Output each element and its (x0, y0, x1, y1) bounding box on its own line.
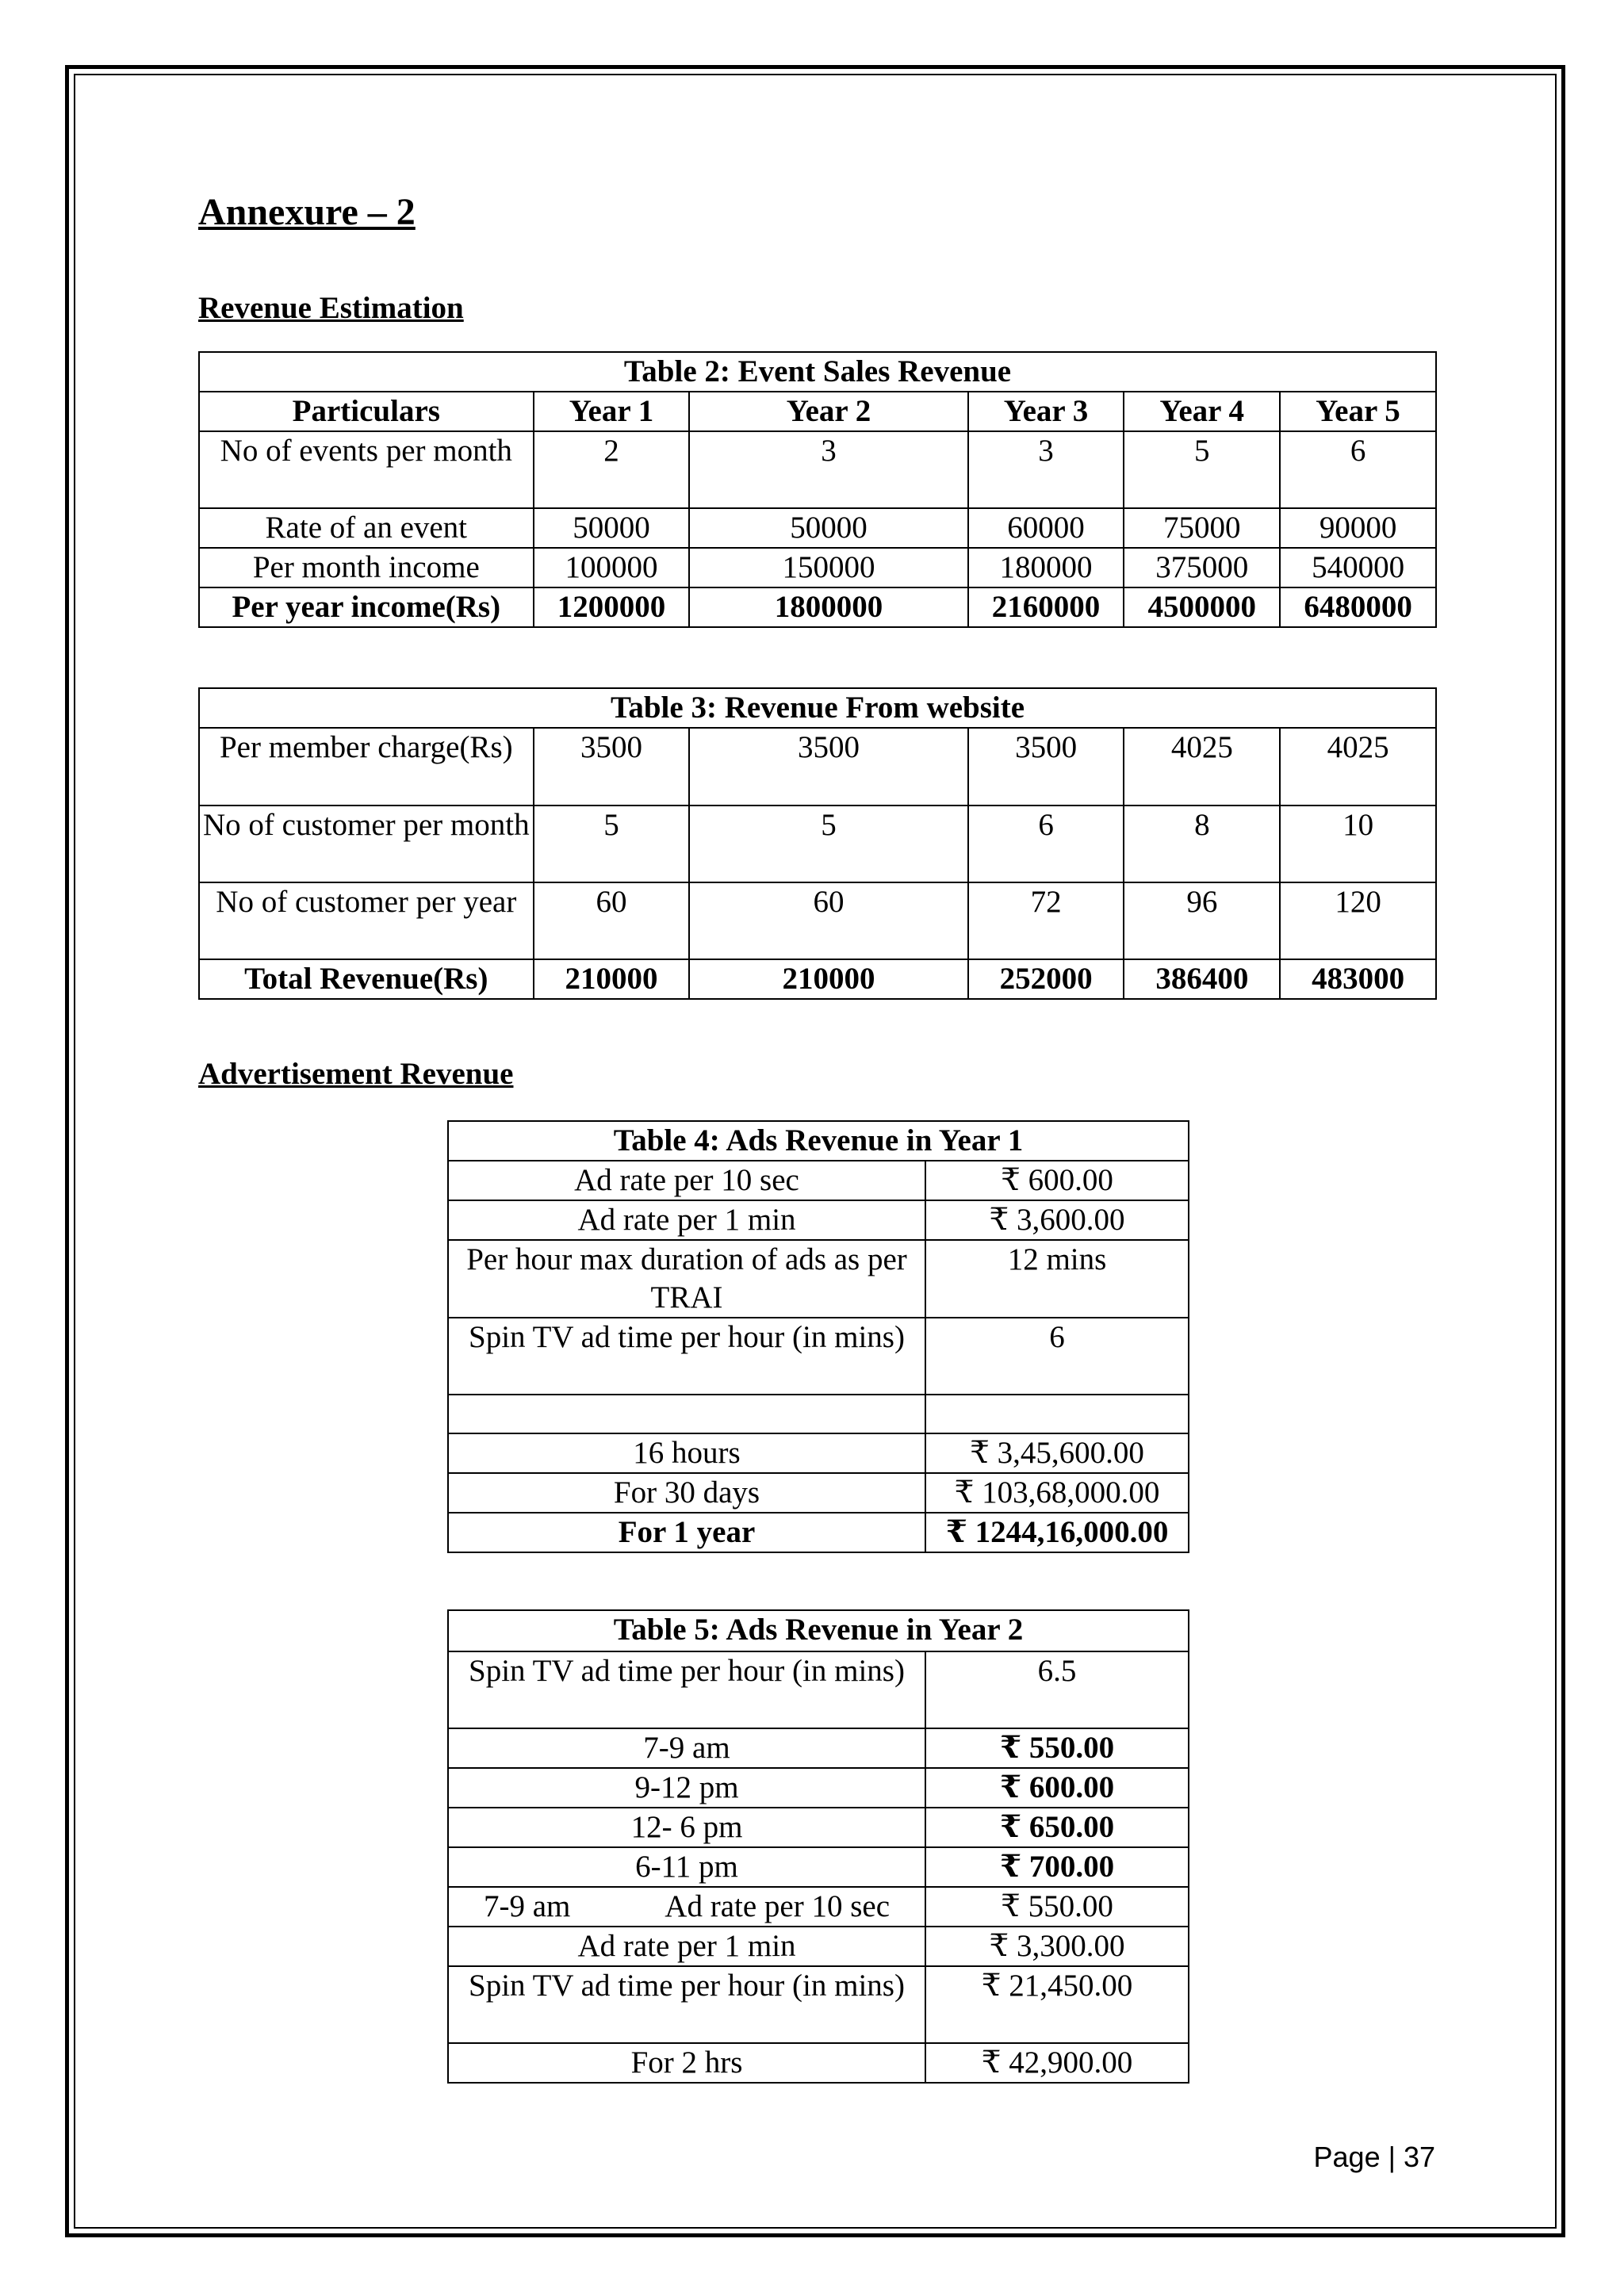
table-cell: 5 (689, 806, 967, 882)
row-label: Rate of an event (199, 508, 534, 548)
column-header: Year 1 (534, 392, 690, 431)
table-cell: 5 (1124, 431, 1280, 508)
row-label: For 1 year (448, 1513, 925, 1552)
row-label: Total Revenue(Rs) (199, 959, 534, 999)
table-cell: 3 (689, 431, 967, 508)
table-cell: 60 (534, 882, 690, 959)
column-header: Year 2 (689, 392, 967, 431)
row-label: No of events per month (199, 431, 534, 508)
table-cell: 6480000 (1280, 587, 1436, 627)
advertisement-revenue-heading: Advertisement Revenue (198, 1057, 514, 1091)
table-cell: 252000 (968, 959, 1124, 999)
table-row (448, 1161, 1189, 1200)
table-cell: 386400 (1124, 959, 1280, 999)
table-cell: ₹ 700.00 (925, 1847, 1189, 1887)
table-row (199, 806, 1436, 882)
row-label: 12- 6 pm (448, 1808, 925, 1847)
row-label (448, 1395, 925, 1433)
table-row (448, 2043, 1189, 2083)
table-cell: 3500 (689, 728, 967, 806)
table-cell: 60 (689, 882, 967, 959)
row-label: For 2 hrs (448, 2043, 925, 2083)
table-cell: 1800000 (689, 587, 967, 627)
table-cell: 6.5 (925, 1651, 1189, 1728)
table-row (448, 1433, 1189, 1473)
table-cell: 50000 (534, 508, 690, 548)
table-cell: 2 (534, 431, 690, 508)
table-cell: 3 (968, 431, 1124, 508)
table-row (448, 1395, 1189, 1433)
table-cell: 12 mins (925, 1240, 1189, 1318)
table-cell: 3500 (534, 728, 690, 806)
column-header: Particulars (199, 392, 534, 431)
table-row (448, 1473, 1189, 1513)
table-cell: ₹ 600.00 (925, 1161, 1189, 1200)
row-label: Spin TV ad time per hour (in mins) (448, 1966, 925, 2043)
event-sales-revenue-table (198, 351, 1437, 628)
table-cell: 1200000 (534, 587, 690, 627)
table-cell: 210000 (689, 959, 967, 999)
table-row (448, 1318, 1189, 1395)
table-cell (925, 1395, 1189, 1433)
table-row (448, 1768, 1189, 1808)
table-cell: 96 (1124, 882, 1280, 959)
table-row (199, 728, 1436, 806)
table-cell: 100000 (534, 548, 690, 587)
table-caption: Table 5: Ads Revenue in Year 2 (448, 1610, 1189, 1651)
table-row (448, 1651, 1189, 1728)
table-cell: 375000 (1124, 548, 1280, 587)
table-cell: ₹ 3,600.00 (925, 1200, 1189, 1240)
table-row (448, 1808, 1189, 1847)
table-cell: ₹ 21,450.00 (925, 1966, 1189, 2043)
table-cell: 483000 (1280, 959, 1436, 999)
table-total-row (199, 587, 1436, 627)
table-cell: 8 (1124, 806, 1280, 882)
table-cell: ₹ 600.00 (925, 1768, 1189, 1808)
table-row (199, 882, 1436, 959)
table-row (448, 1966, 1189, 2043)
table-cell: ₹ 103,68,000.00 (925, 1473, 1189, 1513)
table-cell: 4025 (1124, 728, 1280, 806)
table-cell: ₹ 3,300.00 (925, 1927, 1189, 1966)
table-caption: Table 4: Ads Revenue in Year 1 (448, 1121, 1189, 1161)
table-cell: 2160000 (968, 587, 1124, 627)
table-row (448, 1847, 1189, 1887)
table-cell: 5 (534, 806, 690, 882)
column-header: Year 5 (1280, 392, 1436, 431)
table-cell: 6 (925, 1318, 1189, 1395)
table-cell: 50000 (689, 508, 967, 548)
table-cell: ₹ 42,900.00 (925, 2043, 1189, 2083)
row-label: Ad rate per 1 min (448, 1200, 925, 1240)
row-label: Ad rate per 1 min (448, 1927, 925, 1966)
table-cell: 540000 (1280, 548, 1436, 587)
table-row (448, 1240, 1189, 1318)
website-revenue-table (198, 687, 1437, 1000)
table-cell: ₹ 650.00 (925, 1808, 1189, 1847)
row-label: Spin TV ad time per hour (in mins) (448, 1651, 925, 1728)
table-cell: ₹ 550.00 (925, 1728, 1189, 1768)
page-number: Page | 37 (1313, 2141, 1435, 2173)
row-label: Per hour max duration of ads as per TRAI (448, 1240, 925, 1318)
table-row (199, 548, 1436, 587)
row-label: No of customer per month (199, 806, 534, 882)
annexure-heading: Annexure – 2 (198, 191, 416, 233)
table-cell: 4500000 (1124, 587, 1280, 627)
table-cell: 3500 (968, 728, 1124, 806)
table-cell: 120 (1280, 882, 1436, 959)
rate-label: Ad rate per 10 sec (665, 1889, 890, 1923)
row-label: Spin TV ad time per hour (in mins) (448, 1318, 925, 1395)
row-label: Per member charge(Rs) (199, 728, 534, 806)
row-label: 6-11 pm (448, 1847, 925, 1887)
table-cell: ₹ 1244,16,000.00 (925, 1513, 1189, 1552)
row-label: 7-9 am (448, 1728, 925, 1768)
table-cell: 10 (1280, 806, 1436, 882)
ads-revenue-year1-table (447, 1120, 1189, 1553)
table-cell: 75000 (1124, 508, 1280, 548)
row-label: No of customer per year (199, 882, 534, 959)
table-cell: 6 (968, 806, 1124, 882)
row-label: For 30 days (448, 1473, 925, 1513)
table-cell: 4025 (1280, 728, 1436, 806)
table-total-row (199, 959, 1436, 999)
table-cell: 150000 (689, 548, 967, 587)
table-cell: ₹ 3,45,600.00 (925, 1433, 1189, 1473)
table-cell: 210000 (534, 959, 690, 999)
revenue-estimation-heading: Revenue Estimation (198, 291, 464, 325)
table-cell: ₹ 550.00 (925, 1887, 1189, 1927)
table-cell: 180000 (968, 548, 1124, 587)
table-cell: 90000 (1280, 508, 1436, 548)
table-row (448, 1927, 1189, 1966)
row-label: Per year income(Rs) (199, 587, 534, 627)
time-slot-label: 7-9 am (484, 1889, 571, 1923)
row-label: 16 hours (448, 1433, 925, 1473)
table-row (199, 431, 1436, 508)
table-row (448, 1200, 1189, 1240)
table-total-row (448, 1513, 1189, 1552)
table-row (199, 508, 1436, 548)
row-label: Ad rate per 10 sec (448, 1161, 925, 1200)
table-row (448, 1887, 1189, 1927)
table-cell: 60000 (968, 508, 1124, 548)
row-label-split (448, 1887, 925, 1927)
ads-revenue-year2-table (447, 1609, 1189, 2084)
table-cell: 72 (968, 882, 1124, 959)
table-caption: Table 2: Event Sales Revenue (199, 352, 1436, 392)
table-row (448, 1728, 1189, 1768)
row-label: Per month income (199, 548, 534, 587)
column-header: Year 3 (968, 392, 1124, 431)
column-header: Year 4 (1124, 392, 1280, 431)
table-caption: Table 3: Revenue From website (199, 688, 1436, 728)
row-label: 9-12 pm (448, 1768, 925, 1808)
table-cell: 6 (1280, 431, 1436, 508)
